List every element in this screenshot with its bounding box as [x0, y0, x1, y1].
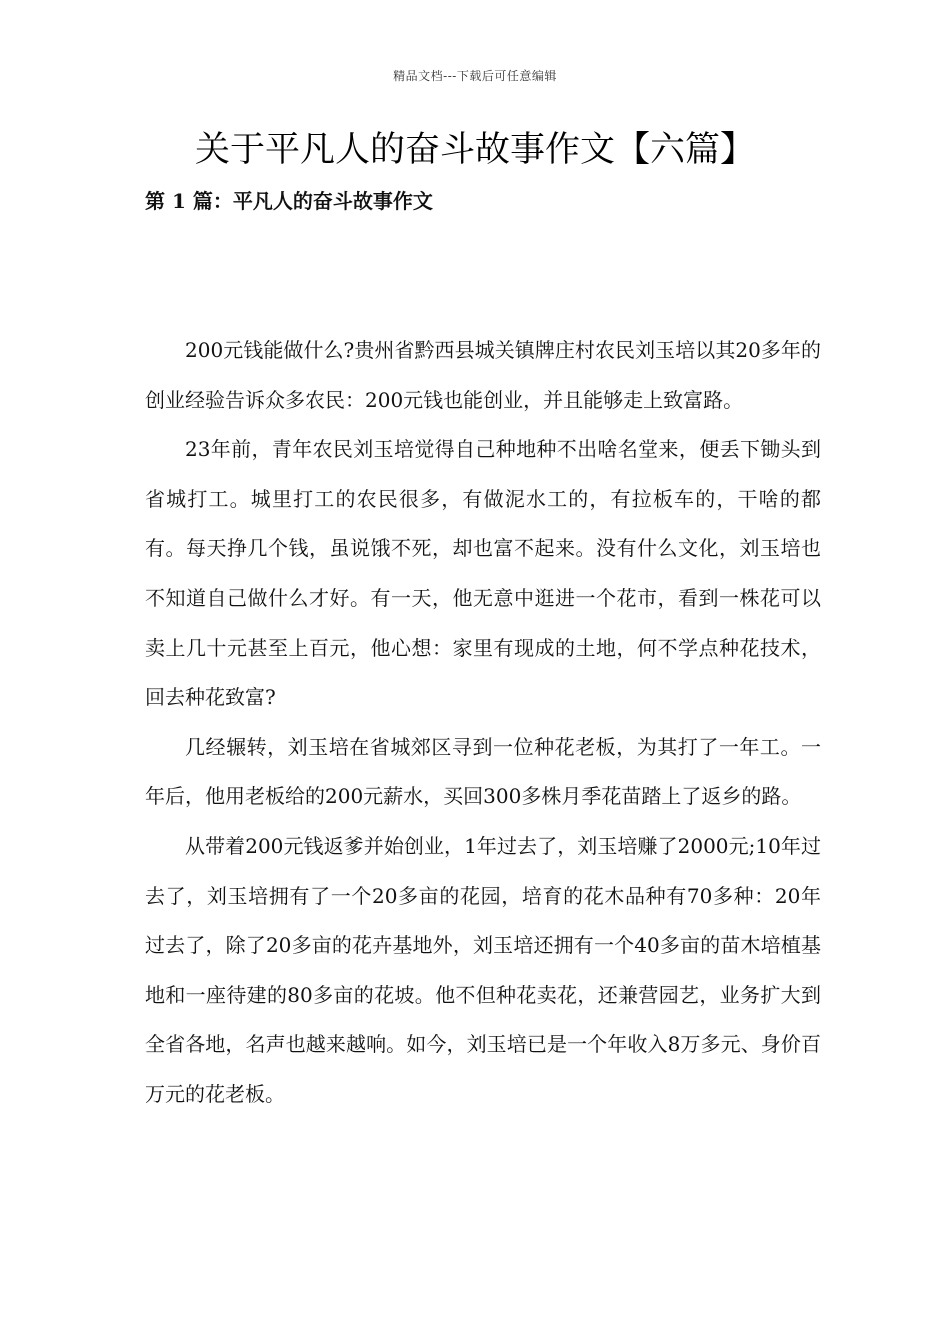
paragraph: 23年前，青年农民刘玉培觉得自己种地种不出啥名堂来，便丢下锄头到省城打工。城里打工的农民很多，有做泥水工的，有拉板车的，干啥的都有。每天挣几个钱，虽说饿不死，却也富不起来。没有什么文化，刘玉培也不知道自己做什么才好。有一天，他无意中逛进一个花市，看到一株花可以卖上几十元甚至上百元，他心想：家里有现成的土地，何不学点种花技术，回去种花致富?: [145, 437, 821, 710]
paragraph: 200元钱能做什么?贵州省黔西县城关镇牌庄村农民刘玉培以其20多年的创业经验告诉众多农民：200元钱也能创业，并且能够走上致富路。: [145, 338, 821, 412]
header-note: 精品文档---下载后可任意编辑: [393, 69, 557, 83]
body-text: [145, 326, 821, 1120]
paragraph: 从带着200元钱返爹并始创业，1年过去了，刘玉培赚了2000元;10年过去了，刘玉培拥有了一个20多亩的花园，培育的花木品种有70多种：20年过去了，除了20多亩的花卉基地外，刘玉培还拥有一个40多亩的苗木培植基地和一座待建的80多亩的花坡。他不但种花卖花，还兼营园艺，业务扩大到全省各地，名声也越来越响。如今，刘玉培已是一个年收入8万多元、身价百万元的花老板。: [145, 833, 821, 1106]
document-title: 关于平凡人的奋斗故事作文【六篇】: [194, 130, 755, 170]
paragraph: 几经辗转，刘玉培在省城郊区寻到一位种花老板，为其打了一年工。一年后，他用老板给的200元薪水，买回300多株月季花苗踏上了返乡的路。: [145, 734, 821, 809]
section-heading: 第 1 篇：平凡人的奋斗故事作文: [145, 189, 433, 213]
